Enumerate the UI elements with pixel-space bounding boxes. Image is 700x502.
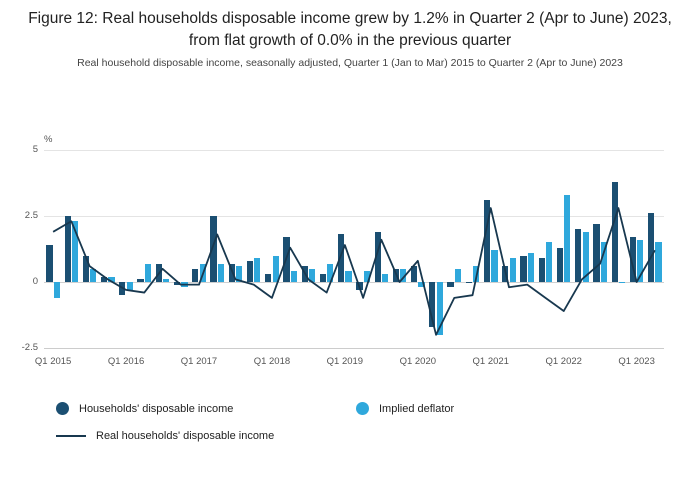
legend-item-households-disposable-income[interactable]: [56, 402, 233, 415]
x-axis-tick-label: Q1 2018: [253, 356, 291, 367]
plot-area: [44, 150, 664, 348]
y-axis-unit-label: %: [44, 134, 53, 145]
y-axis-tick-label: -2.5: [21, 342, 38, 353]
legend-dot-icon: [356, 402, 369, 415]
x-axis-line: [44, 348, 664, 349]
legend-row-1: [56, 402, 656, 430]
legend-item-implied-deflator[interactable]: [356, 402, 454, 415]
legend-item-real-households-disposable-income[interactable]: [56, 430, 274, 442]
y-axis-tick-label: 5: [32, 144, 38, 155]
y-axis-tick-label: 2.5: [24, 210, 38, 221]
x-axis-labels: [34, 356, 664, 372]
legend-dot-icon: [56, 402, 69, 415]
x-axis-tick-label: Q1 2023: [618, 356, 655, 367]
legend-label: Real households' disposable income: [96, 430, 275, 442]
line-path: [53, 208, 655, 335]
chart-title: Figure 12: Real households disposable income grew by 1.2% in Quarter 2 (Apr to June) 2023, from flat growth of 0.0% in the previous quarter: [28, 10, 672, 49]
x-axis-tick-label: Q1 2019: [326, 356, 364, 367]
line-series: [44, 150, 664, 348]
x-axis-tick-label: Q1 2022: [545, 356, 582, 367]
x-axis-tick-label: Q1 2021: [472, 356, 509, 367]
x-axis-tick-label: Q1 2016: [107, 356, 145, 367]
x-axis-tick-label: Q1 2015: [34, 356, 72, 367]
chart-subtitle: Real household disposable income, seasonally adjusted, Quarter 1 (Jan to Mar) 2015 to Quarter 2 (Apr to June) 2023: [77, 57, 623, 69]
y-axis-tick-label: 0: [32, 276, 38, 287]
legend-label: Implied deflator: [379, 402, 455, 415]
legend-row-2: [56, 430, 656, 458]
x-axis-tick-label: Q1 2020: [399, 356, 437, 367]
legend-label: Households' disposable income: [79, 402, 234, 415]
x-axis-tick-label: Q1 2017: [180, 356, 218, 367]
chart-legend: [56, 402, 656, 458]
legend-line-icon: [56, 435, 86, 437]
